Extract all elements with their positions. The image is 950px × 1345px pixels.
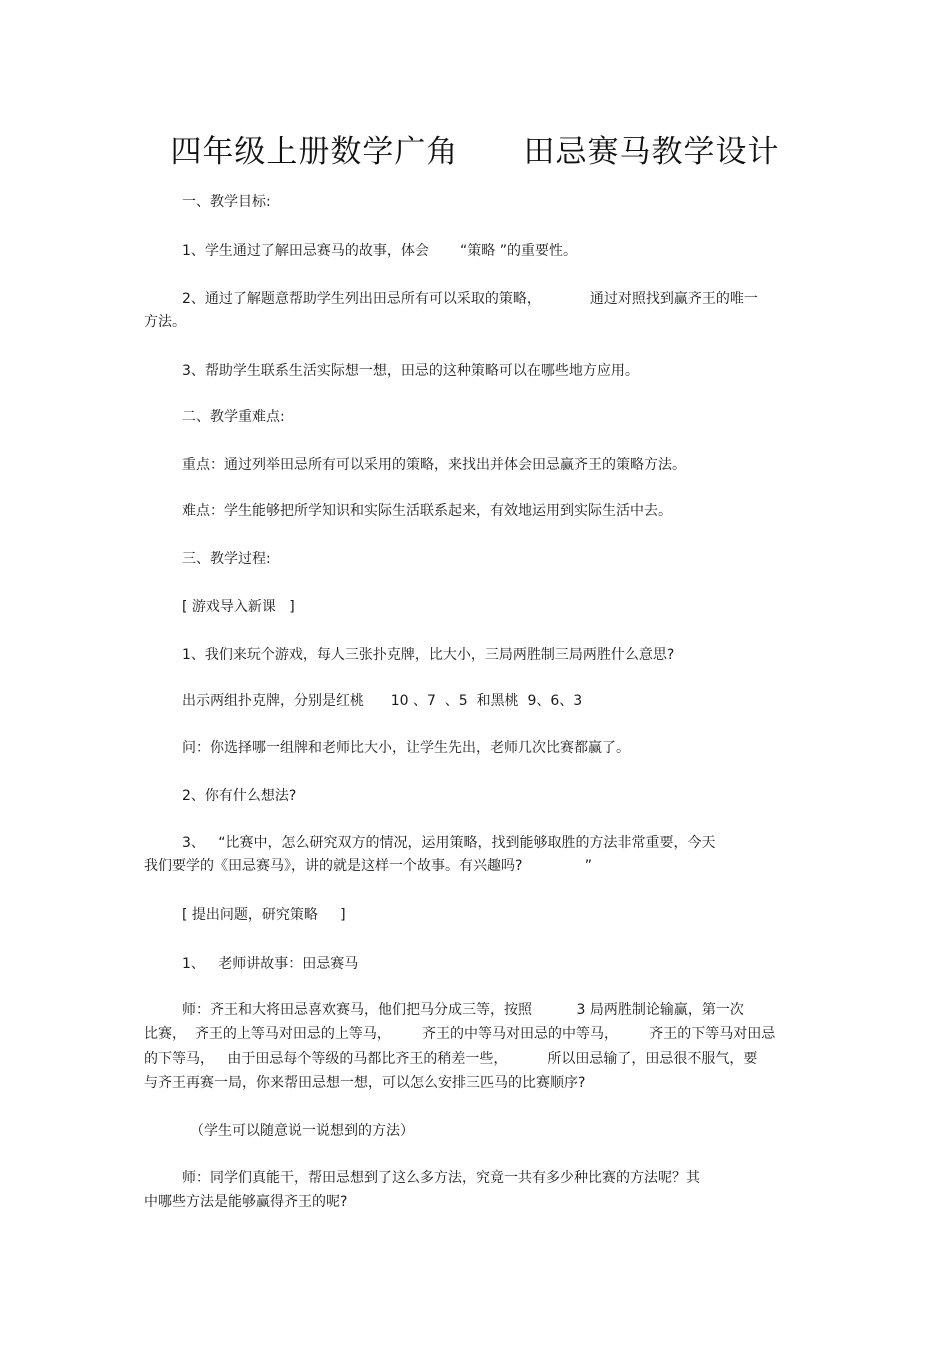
paragraph-key-point: 重点：通过列举田忌所有可以采用的策略，来找出并体会田忌赢齐王的策略方法。 bbox=[182, 457, 686, 473]
paragraph-cards: 出示两组扑克牌，分别是红桃 10 、7 、5 和黑桃 9、6、3 bbox=[182, 693, 583, 709]
paragraph-story-text-cont-2: 的下等马， 由于田忌每个等级的马都比齐王的稍差一些， 所以田忌输了，田忌很不服气，要 bbox=[144, 1051, 758, 1067]
paragraph-objective-1: 1、学生通过了解田忌赛马的故事，体会 “策略 ”的重要性。 bbox=[182, 243, 578, 259]
paragraph-game-3-cont: 我们要学的《田忌赛马》，讲的就是这样一个故事。有兴趣吗? ” bbox=[144, 858, 592, 874]
section-heading-key-points: 二、教学重难点: bbox=[182, 409, 285, 425]
paragraph-objective-3: 3、帮助学生联系生活实际想一想，田忌的这种策略可以在哪些地方应用。 bbox=[182, 363, 639, 379]
paragraph-question: 问：你选择哪一组牌和老师比大小，让学生先出，老师几次比赛都赢了。 bbox=[182, 740, 630, 756]
paragraph-story-1: 1、 老师讲故事：田忌赛马 bbox=[182, 956, 359, 972]
section-heading-objectives: 一、教学目标: bbox=[182, 194, 271, 210]
paragraph-story-text: 师：齐王和大将田忌喜欢赛马，他们把马分成三等，按照 3 局两胜制论输赢，第一次 bbox=[182, 1002, 744, 1018]
paragraph-game-3: 3、 “比赛中，怎么研究双方的情况，运用策略，找到能够取胜的方法非常重要，今天 bbox=[182, 835, 716, 851]
document-title: 四年级上册数学广角 田忌赛马教学设计 bbox=[170, 134, 780, 170]
paragraph-story-text-cont-3: 与齐王再赛一局，你来帮田忌想一想，可以怎么安排三匹马的比赛顺序? bbox=[144, 1075, 586, 1091]
paragraph-story-text-cont-1: 比赛， 齐王的上等马对田忌的上等马， 齐王的中等马对田忌的中等马， 齐王的下等马对田忌 bbox=[144, 1026, 776, 1042]
paragraph-teacher-cont: 中哪些方法是能够赢得齐王的呢? bbox=[144, 1194, 348, 1210]
subheading-game-intro: [ 游戏导入新课 ] bbox=[182, 599, 295, 615]
paragraph-difficult-point: 难点：学生能够把所学知识和实际生活联系起来，有效地运用到实际生活中去。 bbox=[182, 503, 672, 519]
paragraph-game-2: 2、你有什么想法? bbox=[182, 788, 297, 804]
paragraph-students-note: （学生可以随意说一说想到的方法） bbox=[190, 1123, 414, 1139]
paragraph-objective-2: 2、通过了解题意帮助学生列出田忌所有可以采取的策略， 通过对照找到赢齐王的唯一 bbox=[182, 291, 758, 307]
paragraph-teacher: 师：同学们真能干，帮田忌想到了这么多方法，究竟一共有多少种比赛的方法呢？其 bbox=[182, 1170, 700, 1186]
paragraph-objective-2-cont: 方法。 bbox=[144, 314, 186, 330]
paragraph-game-1: 1、我们来玩个游戏，每人三张扑克牌，比大小，三局两胜制三局两胜什么意思? bbox=[182, 647, 675, 663]
subheading-strategy: [ 提出问题，研究策略 ] bbox=[182, 907, 346, 923]
section-heading-process: 三、教学过程: bbox=[182, 551, 271, 567]
